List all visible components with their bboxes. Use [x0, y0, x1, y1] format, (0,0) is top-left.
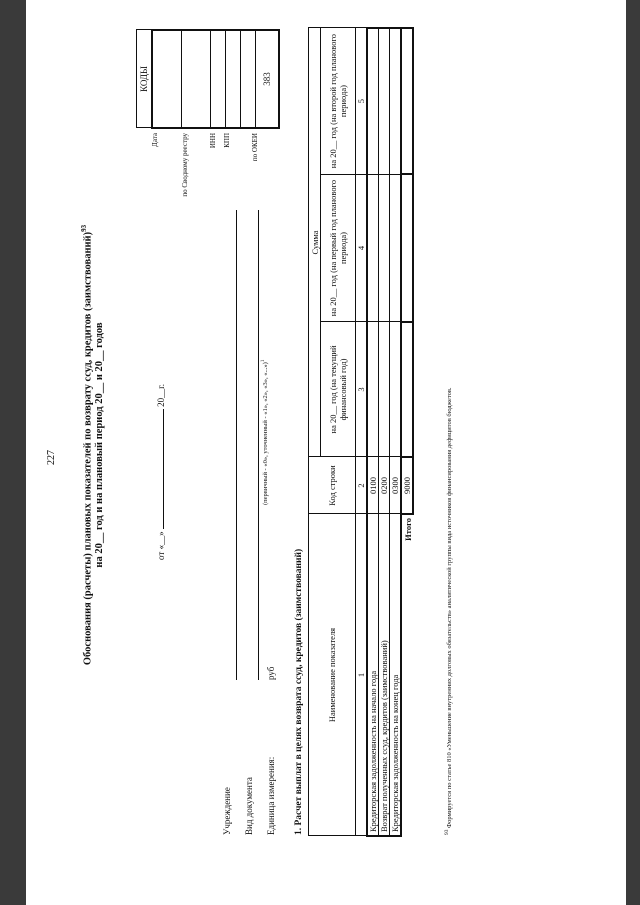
document-title [80, 135, 94, 755]
table-row [379, 28, 390, 836]
institution-label: Учреждение [222, 787, 232, 835]
doc-type-hint: (первичный - «0», уточненный - «1», «2», «3», «...»)$^1$ [260, 359, 270, 505]
code-kpp [226, 30, 241, 128]
code-label-date: Дата [151, 133, 159, 147]
unit-value: руб [266, 666, 276, 680]
col-header-year2: на 20__ год (на первый год планового периода) [321, 174, 356, 322]
title-footnote-ref: 93 [80, 224, 88, 232]
codes-header: КОДЫ [137, 30, 153, 128]
page-number: 227 [46, 450, 57, 465]
section-title: 1. Расчет выплат в целях возврата ссуд, кредитов (заимствований) [294, 548, 304, 835]
table-row [390, 28, 402, 836]
total-label: Итого [402, 518, 413, 541]
row-name: Кредиторская задолженность на начало года [367, 514, 379, 836]
col-number-4: 4 [356, 174, 368, 322]
col-header-sum: Сумма [309, 28, 321, 457]
loan-repayment-table [308, 27, 414, 837]
title-period: на 20__ год и на плановый период 20__ и 20__ годов [94, 322, 105, 568]
col-number-1: 1 [356, 514, 368, 836]
row-code: 0300 [390, 457, 402, 514]
table-row [367, 28, 379, 836]
col-header-year1: на 20__ год (на текущий финансовый год) [321, 322, 356, 457]
total-row [401, 28, 413, 836]
code-inn [211, 30, 226, 128]
col-number-2: 2 [356, 457, 368, 514]
col-header-code: Код строки [309, 457, 356, 514]
col-number-3: 3 [356, 322, 368, 457]
date-suffix: 20__г. [156, 383, 166, 407]
rotated-content [26, 0, 626, 905]
row-code: 0100 [367, 457, 379, 514]
date-prefix: от «__» [156, 531, 166, 560]
footnote-ref: 93 [444, 829, 450, 835]
doc-type-label: Вид документа [244, 777, 254, 835]
code-label-kpp: КПП [223, 133, 231, 148]
code-registry [182, 30, 211, 128]
codes-table [136, 29, 280, 129]
code-okei: 383 [256, 30, 280, 128]
scanned-page [26, 0, 626, 905]
doc-type-field [258, 210, 259, 680]
col-header-year3: на 20__ год (на второй год планового периода) [321, 28, 356, 174]
title-line1: Обоснования (расчеты) плановых показателей по возврату ссуд, кредитов (заимствований) [82, 231, 94, 666]
code-label-empty [237, 133, 251, 215]
date-line [156, 384, 166, 560]
col-number-5: 5 [356, 28, 368, 174]
footnote-text: Формируется по статье 810 «Уменьшение внутренних долговых обязательств» аналитической группы вида источников финансирования дефицитов бюджетов. [446, 387, 454, 828]
code-label-registry: по Сводному реестру [181, 133, 189, 197]
codes-labels [134, 133, 265, 215]
row-code: 0200 [379, 457, 390, 514]
code-empty [241, 30, 256, 128]
total-code: 9000 [401, 457, 413, 514]
col-header-name: Наименование показателя [309, 514, 356, 836]
footnote [444, 387, 453, 835]
code-label-okei: по ОКЕИ [251, 133, 259, 162]
code-date [152, 30, 182, 128]
row-name: Возврат полученных ссуд, кредитов (заимствований) [379, 514, 390, 836]
row-name: Кредиторская задолженность на конец года [390, 514, 402, 836]
institution-field [236, 210, 237, 680]
unit-label: Единица измерения: [266, 756, 276, 835]
code-label-inn: ИНН [209, 133, 217, 149]
